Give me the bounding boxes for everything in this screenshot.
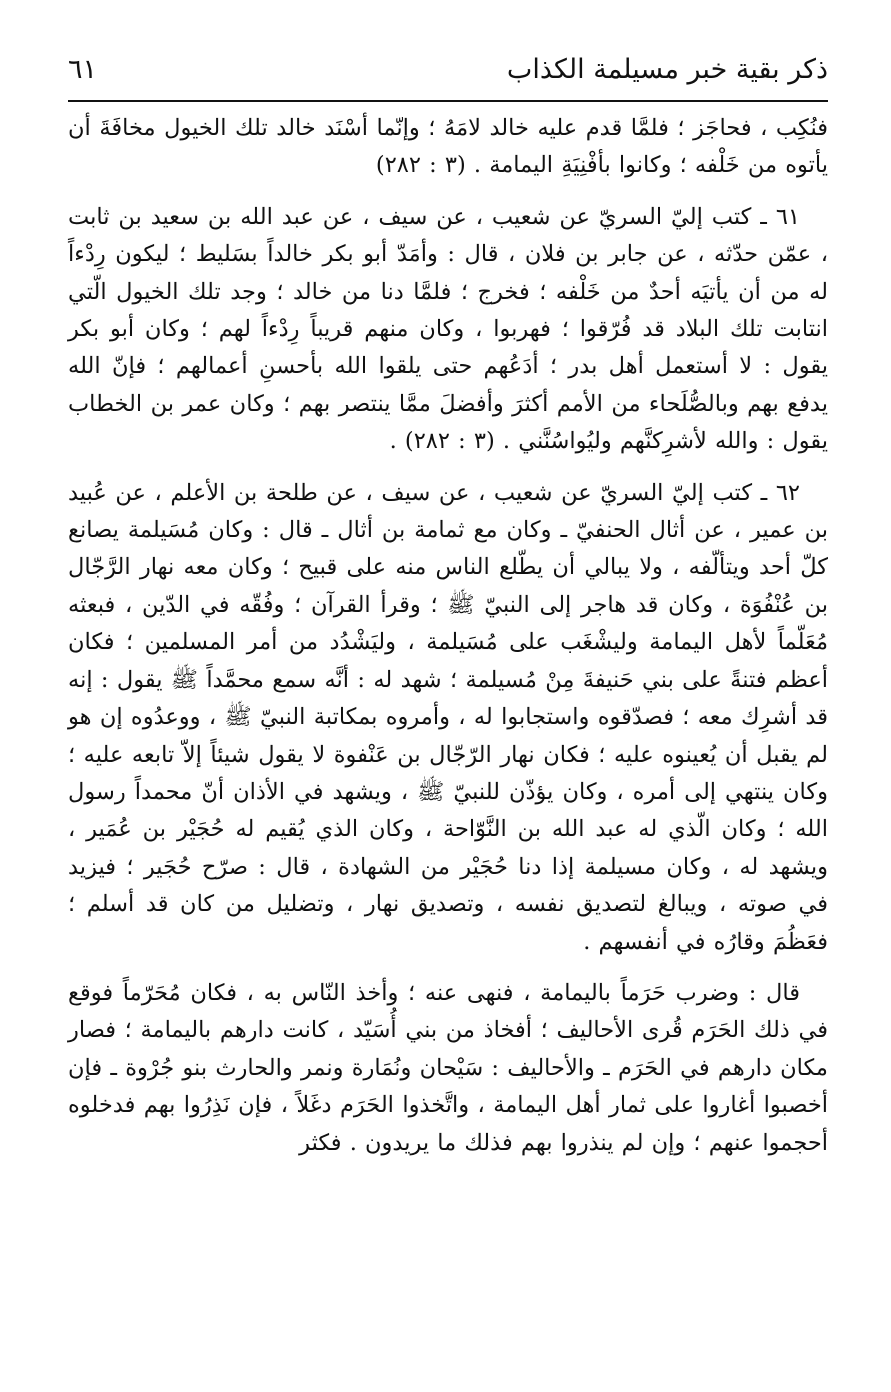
running-title: ذكر بقية خبر مسيلمة الكذاب: [506, 54, 828, 85]
paragraph: ٦٢ ـ كتب إليّ السريّ عن شعيب ، عن سيف ، عن طلحة بن الأعلم ، عن عُبيد بن عمير ، عن أثال الحنفيّ ـ وكان مع ثمامة بن أثال ـ قال : وكان مُسَيلمة يصانع كلّ أحد ويتألّفه ، ولا يبالي أن يطّلع الناس منه على قبيح ؛ وكان معه نهار الرَّجّال بن عُنْفُوَة ، وكان قد هاجر إلى النبيّ ﷺ ؛ وقرأ القرآن ؛ وفُقّه في الدّين ، فبعثه مُعَلّماً لأهل اليمامة وليشْغَب على مُسَيلمة ، وليَشْدُد من أمر المسلمين ؛ فكان أعظم فتنةً على بني حَنيفةَ مِنْ مُسيلمة ؛ شهد له : أنَّه سمع محمَّداً ﷺ يقول : إنه قد أشرِك معه ؛ فصدّقوه واستجابوا له ، وأمروه بمكاتبة النبيّ ﷺ ، ووعدُوه إن هو لم يقبل أن يُعينوه عليه ؛ فكان نهار الرّجّال بن عَنْفوة لا يقول شيئاً إلاّ تابعه عليه ؛ وكان ينتهي إلى أمره ، وكان يؤذّن للنبيّ ﷺ ، ويشهد في الأذان أنّ محمداً رسول الله ؛ وكان الّذي له عبد الله بن النَّوّاحة ، وكان الذي يُقيم له حُجَيْر بن عُمَير ، ويشهد له ، وكان مسيلمة إذا دنا حُجَيْر من الشهادة ، قال : صرّح حُجَير ؛ فيزيد في صوته ، ويبالغ لتصديق نفسه ، وتصديق نهار ، وتضليل من كان قد أسلم ؛ فعَظُمَ وقارُه في أنفسهم .: [68, 479, 828, 955]
book-page: [68, 44, 828, 1344]
paragraph: ٦١ ـ كتب إليّ السريّ عن شعيب ، عن سيف ، عن عبد الله بن سعيد بن ثابت ، عمّن حدّثه ، عن جابر بن فلان ، قال : وأمَدّ أبو بكر خالداً بسَليط ؛ ليكون رِدْءاً له من أن يأتيَه أحدٌ من خَلْفه ؛ فخرج ؛ فلمَّا دنا من خالد ؛ وجد تلك الخيول الّتي انتابت تلك البلاد قد فُرّقوا ؛ فهربوا ، وكان منهم قريباً رِدْءاً لهم ؛ وكان أبو بكر يقول : لا أستعمل أهل بدر ؛ أدَعُهم حتى يلقوا الله بأحسنِ أعمالهم ؛ فإنّ الله يدفع بهم وبالصُّلَحاء من الأمم أكثرَ وأفضلَ ممَّا ينتصر بهم ؛ وكان عمر بن الخطاب يقول : والله لأشرِكنَّهم وليُواسُنَّني . (٣ : ٢٨٢) .: [68, 203, 828, 455]
page-number: ٦١: [68, 54, 98, 85]
page-body: [68, 102, 828, 1162]
paragraph: فنُكِب ، فحاجَز ؛ فلمَّا قدم عليه خالد لامَهُ ؛ وإنّما أسْنَد خالد تلك الخيول مخافَةَ أن يأتوه من خَلْفه ؛ وكانوا بأفْنِيَةِ اليمامة . (٣ : ٢٨٢): [68, 115, 828, 179]
paragraph: قال : وضرب حَرَماً باليمامة ، فنهى عنه ؛ وأخذ النّاس به ، فكان مُحَرّماً فوقع في ذلك الحَرَم قُرى الأحاليف ؛ أفخاذ من بني أُسَيّد ، كانت دارهم باليمامة ؛ فصار مكان دارهم في الحَرَم ـ والأحاليف : سَيْحان ونُمَارة ونمر والحارث بنو جُرْوة ـ فإن أخصبوا أغاروا على ثمار أهل اليمامة ، واتَّخذوا الحَرَم دغَلاً ، فإن نَذِرُوا بهم فدخلوه أحجموا عنهم ؛ وإن لم ينذروا بهم فذلك ما يريدون . فكثر: [68, 979, 828, 1156]
page-header: [68, 44, 828, 102]
